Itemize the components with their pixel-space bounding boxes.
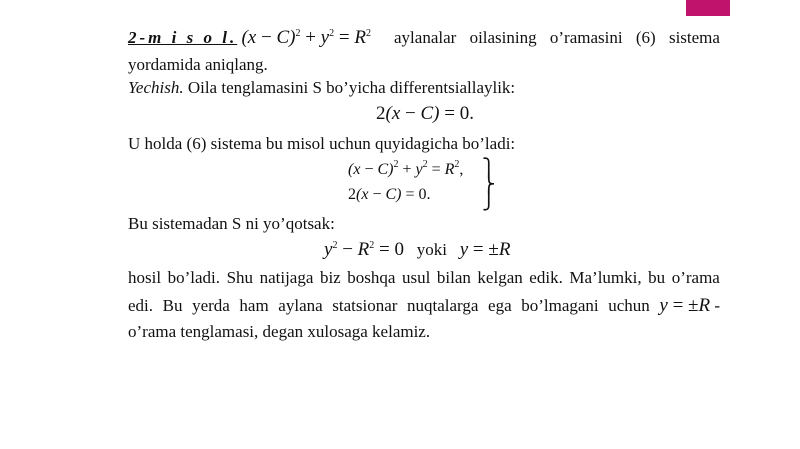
conclusion-line-2: edi. Bu yerda ham aylana statsionar nuqtalarga ega bo’lmagani uchun y = ±R -: [128, 295, 720, 316]
solution-line: [128, 78, 515, 98]
system-equation-1: $(x - C)^2 + y^2 = R^2$,: [348, 159, 464, 178]
example-title-text: 2-m i s o l.: [128, 28, 238, 47]
result-solution: y = ±R: [459, 239, 511, 260]
system-brace-bottom: ⎭: [482, 190, 496, 211]
conclusion-formula: y = ±R: [659, 295, 711, 316]
system-brace-top: ⎫: [482, 158, 496, 179]
equation-derivative: 2(x − C) = 0.: [376, 103, 474, 124]
solution-text: Oila tenglamasini S bo’yicha differentsiallaylik:: [187, 78, 516, 97]
result-line: [324, 240, 510, 260]
example-line-2: yordamida aniqlang.: [128, 55, 268, 74]
example-formula: $(x - C)^2 + y^2 = R^2$: [241, 27, 371, 48]
example-title: [128, 28, 371, 48]
example-text: aylanalar oilasining o’ramasini (6) sistema: [394, 28, 720, 47]
conclusion-line-1: hosil bo’ladi. Shu natijaga biz boshqa usul bilan kelgan edik. Ma’lumki, bu o’rama: [128, 268, 720, 287]
result-connector: yoki: [416, 240, 447, 259]
system-equation-2: 2(x − C) = 0.: [348, 186, 431, 203]
system-intro: U holda (6) sistema bu misol uchun quyidagicha bo’ladi:: [128, 134, 516, 153]
result-equation: $y^2 - R^2 = 0$: [324, 239, 404, 260]
accent-bar: [686, 0, 730, 16]
conclusion-dash: -: [714, 296, 720, 315]
eliminate-text: Bu sistemadan S ni yo’qotsak:: [128, 214, 335, 233]
system-brace-mid: ⎬: [482, 174, 496, 195]
example-line-1: [128, 28, 720, 48]
solution-label: Yechish.: [128, 78, 184, 97]
conclusion-line-3: o’rama tenglamasi, degan xulosaga kelamiz.: [128, 322, 431, 341]
